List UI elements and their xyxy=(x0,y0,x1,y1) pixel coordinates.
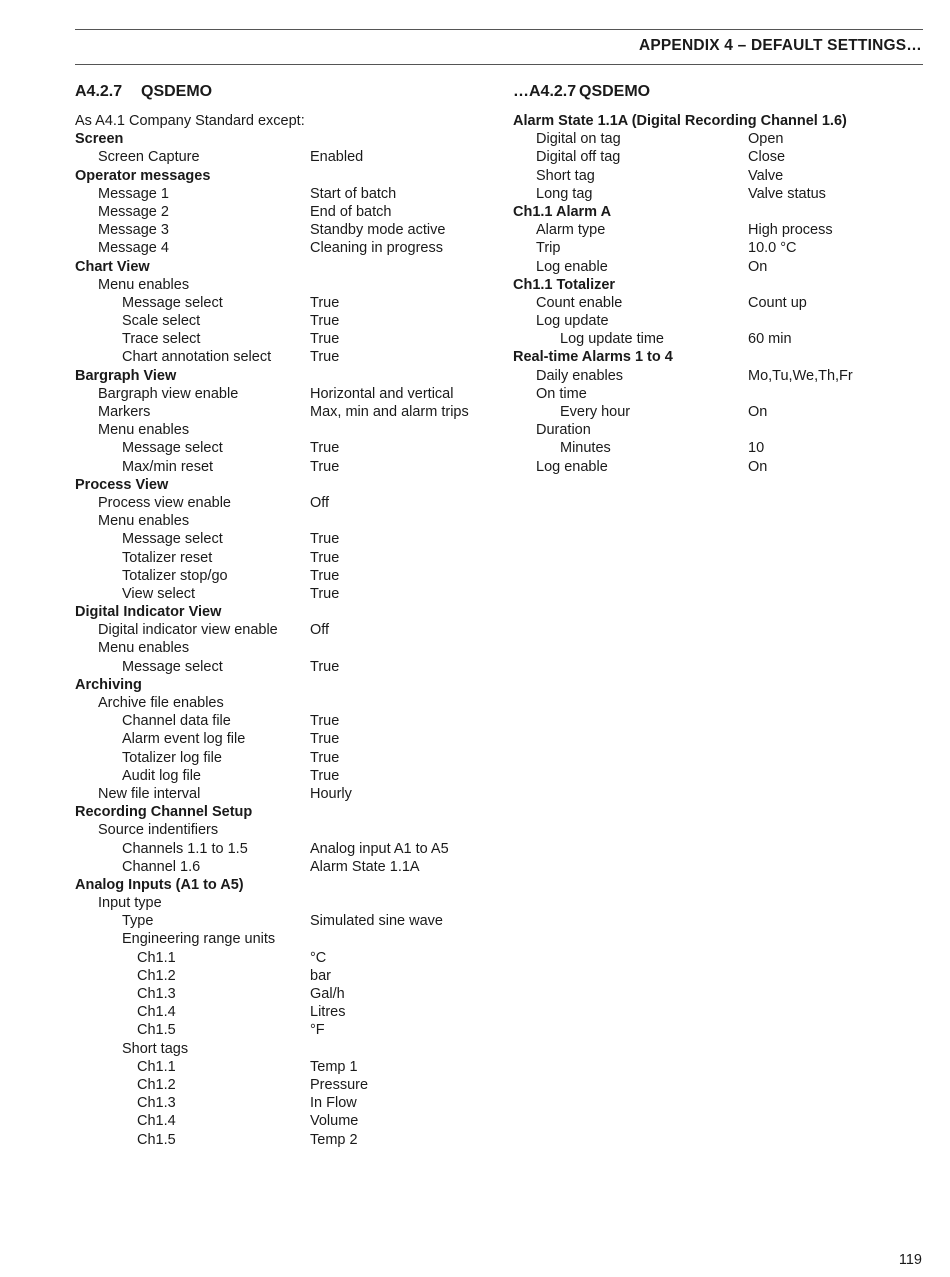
setting-label: Recording Channel Setup xyxy=(75,804,253,821)
setting-value: True xyxy=(310,458,340,475)
setting-group-heading xyxy=(513,276,933,294)
setting-group-heading xyxy=(75,130,495,148)
right-column xyxy=(513,82,933,476)
setting-row xyxy=(75,858,495,876)
settings-list-right xyxy=(513,112,933,476)
setting-row xyxy=(513,294,933,312)
setting-label: Engineering range units xyxy=(122,931,276,948)
setting-row xyxy=(75,239,495,257)
setting-value: Volume xyxy=(310,1113,359,1130)
setting-row xyxy=(75,712,495,730)
setting-group-heading xyxy=(75,603,495,621)
setting-label: Message select xyxy=(122,531,223,548)
setting-value: On xyxy=(748,404,768,420)
setting-label: Process view enable xyxy=(98,494,231,511)
setting-row xyxy=(75,639,495,657)
setting-label: Archive file enables xyxy=(98,695,224,711)
setting-label: Count enable xyxy=(536,294,623,311)
setting-label: Audit log file xyxy=(122,767,201,784)
setting-label: Ch1.5 xyxy=(137,1022,176,1039)
setting-label: Screen xyxy=(75,131,124,148)
setting-label: Short tags xyxy=(122,1040,189,1057)
setting-row xyxy=(75,276,495,294)
setting-row xyxy=(75,221,495,239)
setting-value: Off xyxy=(310,494,330,511)
setting-value: Horizontal and vertical xyxy=(310,385,454,402)
setting-label: As A4.1 Company Standard except: xyxy=(75,113,305,129)
setting-row xyxy=(75,1076,495,1094)
setting-label: Process View xyxy=(75,476,169,493)
setting-row xyxy=(75,421,495,439)
setting-value: True xyxy=(310,294,340,311)
setting-row xyxy=(75,185,495,203)
setting-group-heading xyxy=(75,167,495,185)
setting-label: Markers xyxy=(98,404,151,420)
setting-row xyxy=(75,894,495,912)
setting-label: Trip xyxy=(536,240,561,257)
left-column xyxy=(75,82,495,1149)
setting-label: On time xyxy=(536,385,587,402)
setting-row xyxy=(75,512,495,530)
section-heading-left xyxy=(75,82,495,108)
setting-value: True xyxy=(310,549,340,566)
setting-row xyxy=(75,530,495,548)
setting-label: Ch1.3 xyxy=(137,1095,176,1112)
setting-row xyxy=(513,312,933,330)
setting-row xyxy=(75,1094,495,1112)
setting-label: Digital off tag xyxy=(536,149,621,166)
setting-value: True xyxy=(310,440,340,457)
setting-value: Litres xyxy=(310,1004,346,1021)
setting-row xyxy=(513,239,933,257)
setting-value: Valve xyxy=(748,167,784,184)
setting-group-heading xyxy=(75,476,495,494)
setting-row xyxy=(75,1003,495,1021)
setting-value: True xyxy=(310,658,340,675)
setting-row xyxy=(75,730,495,748)
setting-row xyxy=(513,421,933,439)
setting-group-heading xyxy=(75,367,495,385)
setting-label: Bargraph view enable xyxy=(98,385,239,402)
header-bottom-rule xyxy=(75,64,923,65)
setting-label: Ch1.4 xyxy=(137,1113,176,1130)
setting-value: On xyxy=(748,458,768,475)
setting-value: Alarm State 1.1A xyxy=(310,858,420,875)
setting-value: True xyxy=(310,767,340,784)
setting-value: True xyxy=(310,531,340,548)
setting-value: Simulated sine wave xyxy=(310,913,443,930)
setting-label: Menu enables xyxy=(98,276,190,293)
setting-row xyxy=(513,403,933,421)
setting-row xyxy=(75,439,495,457)
setting-row xyxy=(75,348,495,366)
setting-row xyxy=(75,1021,495,1039)
setting-value: True xyxy=(310,713,340,730)
setting-value: Valve status xyxy=(748,185,826,202)
setting-row xyxy=(75,385,495,403)
setting-row xyxy=(75,330,495,348)
setting-label: Alarm State 1.1A (Digital Recording Channel 1.6) xyxy=(513,113,847,129)
setting-row xyxy=(75,294,495,312)
setting-value: True xyxy=(310,731,340,748)
setting-label: Channel data file xyxy=(122,713,231,730)
setting-group-heading xyxy=(75,676,495,694)
setting-value: 10.0 °C xyxy=(748,240,797,257)
setting-label: Message select xyxy=(122,294,223,311)
setting-label: View select xyxy=(122,585,196,602)
setting-label: Log enable xyxy=(536,458,608,475)
setting-row xyxy=(513,221,933,239)
setting-row xyxy=(75,912,495,930)
setting-row xyxy=(75,658,495,676)
setting-value: Mo,Tu,We,Th,Fr xyxy=(748,367,853,384)
setting-row xyxy=(75,203,495,221)
setting-label: Ch1.2 xyxy=(137,1076,176,1093)
setting-row xyxy=(75,148,495,166)
setting-label: Message 3 xyxy=(98,222,169,239)
setting-value: 60 min xyxy=(748,331,792,348)
setting-row xyxy=(75,930,495,948)
setting-label: Message select xyxy=(122,440,223,457)
setting-label: Log enable xyxy=(536,258,608,275)
setting-row xyxy=(75,549,495,567)
section-number: A4.2.7 xyxy=(75,83,123,100)
setting-value: Standby mode active xyxy=(310,222,446,239)
setting-value: Close xyxy=(748,149,786,166)
settings-list-left xyxy=(75,112,495,1149)
setting-group-heading xyxy=(75,803,495,821)
setting-row xyxy=(75,785,495,803)
setting-row xyxy=(75,767,495,785)
setting-label: Input type xyxy=(98,895,162,912)
setting-row xyxy=(75,694,495,712)
setting-row xyxy=(513,458,933,476)
setting-row xyxy=(75,967,495,985)
setting-row xyxy=(75,567,495,585)
setting-value: Start of batch xyxy=(310,185,397,202)
setting-label: Message 2 xyxy=(98,203,169,220)
header-top-rule xyxy=(75,29,923,30)
setting-label: Message 4 xyxy=(98,240,169,257)
setting-label: Max/min reset xyxy=(122,458,214,475)
setting-label: Ch1.1 xyxy=(137,1058,176,1075)
setting-label: Every hour xyxy=(560,404,631,420)
page-number: 119 xyxy=(898,1252,922,1268)
setting-row xyxy=(513,130,933,148)
setting-label: Totalizer stop/go xyxy=(122,567,228,584)
setting-label: Channels 1.1 to 1.5 xyxy=(122,840,248,857)
section-number: …A4.2.7 xyxy=(513,83,577,100)
setting-value: °F xyxy=(310,1022,325,1039)
setting-value: On xyxy=(748,258,768,275)
setting-row xyxy=(513,367,933,385)
setting-value: °C xyxy=(310,949,327,966)
setting-row xyxy=(513,258,933,276)
setting-label: Ch1.3 xyxy=(137,986,176,1002)
setting-label: Trace select xyxy=(122,331,201,348)
setting-label: Long tag xyxy=(536,185,593,202)
setting-row xyxy=(513,385,933,403)
setting-label: Chart View xyxy=(75,258,150,275)
setting-row xyxy=(513,167,933,185)
setting-label: Short tag xyxy=(536,167,595,184)
setting-label: Alarm type xyxy=(536,222,606,239)
setting-value: High process xyxy=(748,222,833,239)
setting-row xyxy=(75,985,495,1003)
setting-row xyxy=(75,621,495,639)
setting-label: Analog Inputs (A1 to A5) xyxy=(75,876,244,893)
setting-label: Operator messages xyxy=(75,167,211,184)
setting-label: Digital indicator view enable xyxy=(98,622,278,639)
setting-row xyxy=(75,494,495,512)
setting-group-heading xyxy=(513,348,933,366)
setting-row xyxy=(75,112,495,130)
section-title: QSDEMO xyxy=(579,83,651,100)
setting-label: Menu enables xyxy=(98,640,190,657)
setting-label: Archiving xyxy=(75,676,142,693)
setting-label: Ch1.2 xyxy=(137,967,176,984)
setting-value: Pressure xyxy=(310,1076,369,1093)
setting-group-heading xyxy=(513,112,933,130)
section-heading-right xyxy=(513,82,933,108)
setting-label: Log update xyxy=(536,313,609,330)
setting-value: Temp 1 xyxy=(310,1058,358,1075)
setting-label: Ch1.4 xyxy=(137,1004,176,1021)
setting-group-heading xyxy=(75,258,495,276)
setting-value: Hourly xyxy=(310,785,352,802)
setting-value: True xyxy=(310,331,340,348)
setting-label: Duration xyxy=(536,422,591,439)
setting-label: Digital Indicator View xyxy=(75,604,222,621)
setting-row xyxy=(75,312,495,330)
setting-value: Temp 2 xyxy=(310,1131,358,1148)
setting-label: New file interval xyxy=(98,785,201,802)
section-title: QSDEMO xyxy=(141,83,213,100)
setting-label: Bargraph View xyxy=(75,367,177,384)
setting-label: Daily enables xyxy=(536,367,624,384)
setting-label: Ch1.1 Alarm A xyxy=(513,203,612,220)
setting-label: Alarm event log file xyxy=(122,731,246,748)
setting-value: Gal/h xyxy=(310,986,345,1002)
setting-value: End of batch xyxy=(310,203,392,220)
setting-row xyxy=(75,949,495,967)
setting-value: True xyxy=(310,567,340,584)
setting-value: Off xyxy=(310,622,330,639)
setting-label: Totalizer reset xyxy=(122,549,213,566)
setting-value: True xyxy=(310,349,340,366)
setting-row xyxy=(75,821,495,839)
setting-group-heading xyxy=(75,876,495,894)
setting-value: Max, min and alarm trips xyxy=(310,404,469,420)
setting-label: Message select xyxy=(122,658,223,675)
setting-value: Analog input A1 to A5 xyxy=(310,840,449,857)
setting-value: True xyxy=(310,585,340,602)
setting-value: Count up xyxy=(748,294,807,311)
setting-row xyxy=(75,585,495,603)
setting-value: True xyxy=(310,749,340,766)
setting-value: Cleaning in progress xyxy=(310,240,443,257)
setting-label: Ch1.1 xyxy=(137,949,176,966)
setting-row xyxy=(75,1131,495,1149)
running-header: APPENDIX 4 – DEFAULT SETTINGS… xyxy=(638,37,922,54)
setting-label: Message 1 xyxy=(98,185,169,202)
setting-row xyxy=(75,403,495,421)
setting-label: Channel 1.6 xyxy=(122,858,201,875)
setting-row xyxy=(75,1040,495,1058)
setting-row xyxy=(75,1058,495,1076)
setting-row xyxy=(75,1112,495,1130)
setting-label: Digital on tag xyxy=(536,131,621,148)
setting-label: Type xyxy=(122,913,154,930)
setting-label: Chart annotation select xyxy=(122,349,272,366)
setting-group-heading xyxy=(513,203,933,221)
setting-value: Enabled xyxy=(310,149,364,166)
setting-row xyxy=(513,330,933,348)
setting-row xyxy=(513,439,933,457)
setting-value: bar xyxy=(310,967,331,984)
setting-label: Source indentifiers xyxy=(98,822,219,839)
setting-row xyxy=(513,148,933,166)
setting-label: Screen Capture xyxy=(98,149,200,166)
setting-label: Log update time xyxy=(560,331,664,348)
setting-value: In Flow xyxy=(310,1095,357,1112)
setting-label: Ch1.5 xyxy=(137,1131,176,1148)
setting-value: 10 xyxy=(748,440,765,457)
setting-label: Scale select xyxy=(122,313,201,330)
setting-row xyxy=(75,749,495,767)
setting-value: Open xyxy=(748,131,784,148)
setting-label: Menu enables xyxy=(98,422,190,439)
setting-row xyxy=(75,840,495,858)
setting-value: True xyxy=(310,313,340,330)
setting-row xyxy=(75,458,495,476)
setting-label: Minutes xyxy=(560,440,611,457)
setting-row xyxy=(513,185,933,203)
setting-label: Totalizer log file xyxy=(122,749,222,766)
setting-label: Menu enables xyxy=(98,513,190,530)
setting-label: Real-time Alarms 1 to 4 xyxy=(513,349,673,366)
setting-label: Ch1.1 Totalizer xyxy=(513,276,616,293)
